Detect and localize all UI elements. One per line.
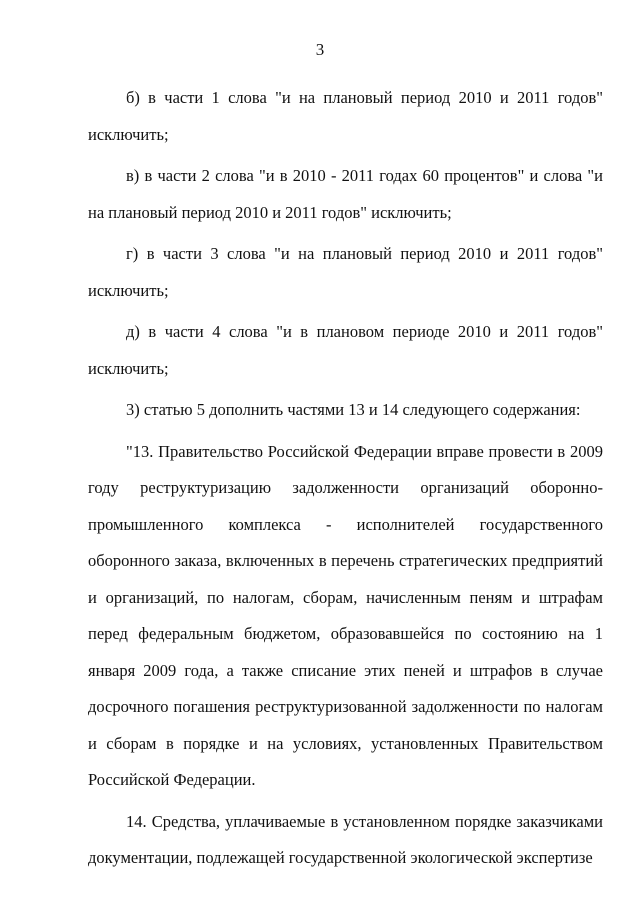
paragraph-part-14: 14. Средства, уплачиваемые в установленном порядке заказчиками документации, подлежащей государственной экологической экспертизе [88, 811, 603, 867]
paragraph-d: д) в части 4 слова "и в плановом периоде 2010 и 2011 годов" исключить; [88, 322, 603, 378]
paragraph-item-3: 3) статью 5 дополнить частями 13 и 14 следующего содержания: [126, 400, 581, 419]
paragraph-v: в) в части 2 слова "и в 2010 - 2011 годах 60 процентов" и слова "и на плановый период 2010 и 2011 годов" исключить; [88, 166, 603, 222]
paragraph-g: г) в части 3 слова "и на плановый период 2010 и 2011 годов" исключить; [88, 244, 603, 300]
page-number: 3 [315, 40, 325, 59]
document-body [88, 80, 603, 882]
paragraph-b: б) в части 1 слова "и на плановый период 2010 и 2011 годов" исключить; [88, 88, 603, 144]
paragraph-part-13: "13. Правительство Российской Федерации вправе провести в 2009 году реструктуризацию задолженности организаций оборонно-промышленного комплекса - исполнителей государственного оборонного заказа, включенных в перечень стратегических предприятий и организаций, по налогам, сборам, начисленным пеням и штрафам перед федеральным бюджетом, образовавшейся по состоянию на 1 января 2009 года, а также списание этих пеней и штрафов в случае досрочного погашения реструктуризованной задолженности по налогам и сборам в порядке и на условиях, установленных Правительством Российской Федерации. [88, 441, 603, 789]
